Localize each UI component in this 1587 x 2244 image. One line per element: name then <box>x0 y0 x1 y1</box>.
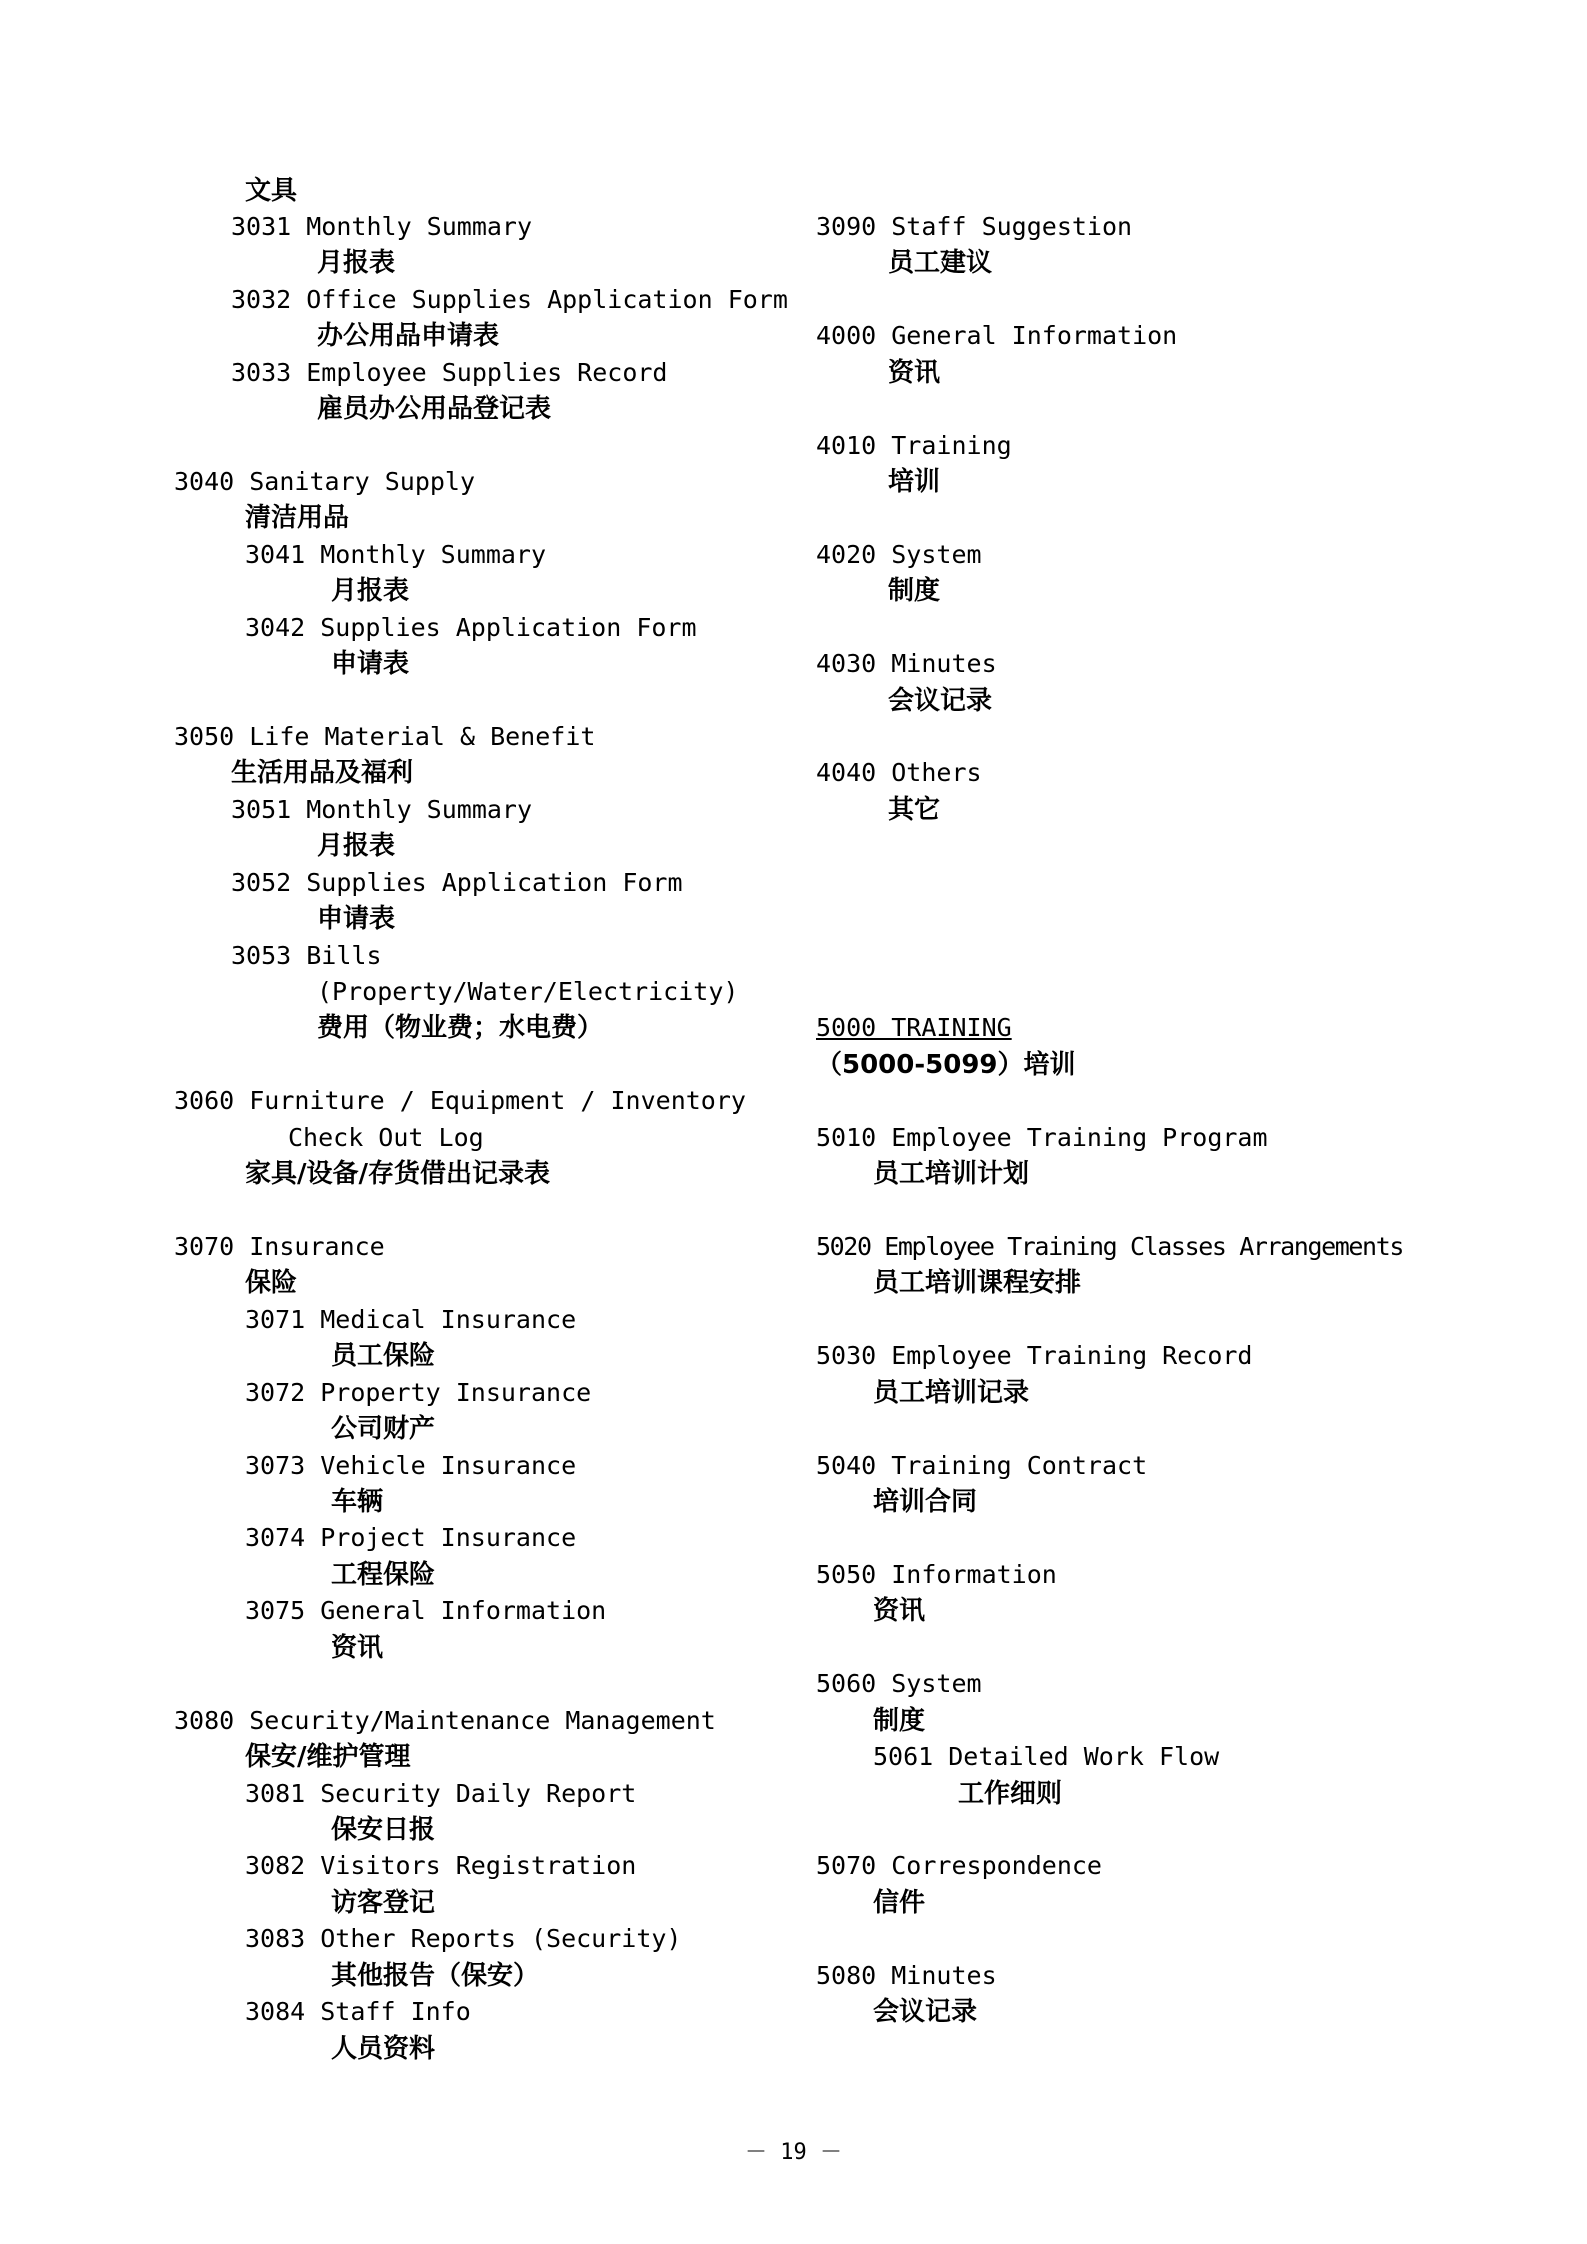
chapter-subtitle: （5000-5099）培训 <box>816 1050 1076 1080</box>
list-item: 3052 Supplies Application Form <box>231 868 683 897</box>
list-item: 3075 General Information <box>245 1596 607 1625</box>
list-item: 3072 Property Insurance <box>245 1378 592 1407</box>
list-item: 申请表 <box>331 649 410 679</box>
list-item: 制度 <box>873 1706 926 1736</box>
list-item: 会议记录 <box>888 686 993 716</box>
section-heading: 5020 Employee Training Classes Arrangements <box>816 1232 1404 1261</box>
list-item: 3032 Office Supplies Application Form <box>231 285 788 314</box>
list-item: 家具/设备/存货借出记录表 <box>245 1159 550 1189</box>
section-heading: 5040 Training Contract <box>816 1451 1148 1480</box>
section-heading: 5010 Employee Training Program <box>816 1123 1268 1152</box>
list-item: (Property/Water/Electricity) <box>317 977 739 1006</box>
list-item: 3042 Supplies Application Form <box>245 613 697 642</box>
list-item: 保险 <box>245 1268 298 1298</box>
section-heading: 5030 Employee Training Record <box>816 1341 1253 1370</box>
section-heading: 4010 Training <box>816 431 1012 460</box>
list-item: 3073 Vehicle Insurance <box>245 1451 577 1480</box>
section-heading: 4020 System <box>816 540 982 569</box>
list-item: 保安日报 <box>331 1815 436 1845</box>
list-item: 清洁用品 <box>245 503 350 533</box>
list-item: 生活用品及福利 <box>231 758 414 788</box>
list-item: 3071 Medical Insurance <box>245 1305 577 1334</box>
section-heading: 4000 General Information <box>816 321 1178 350</box>
list-item: 月报表 <box>317 248 396 278</box>
list-item: 工作细则 <box>958 1779 1063 1809</box>
section-heading: 5070 Correspondence <box>816 1851 1102 1880</box>
list-item: 3084 Staff Info <box>245 1997 471 2026</box>
list-item: 员工培训记录 <box>873 1378 1030 1408</box>
page-number: － 19 － <box>745 2140 842 2165</box>
list-item: 车辆 <box>331 1487 384 1517</box>
list-item: 3041 Monthly Summary <box>245 540 547 569</box>
list-item: 办公用品申请表 <box>317 321 500 351</box>
section-heading: 3040 Sanitary Supply <box>174 467 476 496</box>
list-item: 工程保险 <box>331 1560 436 1590</box>
list-item: 其它 <box>888 795 941 825</box>
list-item: 员工培训计划 <box>873 1159 1030 1189</box>
list-item: 资讯 <box>888 358 941 388</box>
list-item: 培训合同 <box>873 1487 978 1517</box>
list-item: 3051 Monthly Summary <box>231 795 533 824</box>
list-item: 人员资料 <box>331 2034 436 2064</box>
list-item: 申请表 <box>317 904 396 934</box>
list-item: 资讯 <box>873 1596 926 1626</box>
list-item: 月报表 <box>331 576 410 606</box>
list-item: 3083 Other Reports (Security) <box>245 1924 682 1953</box>
list-item: 3081 Security Daily Report <box>245 1779 637 1808</box>
list-item: 雇员办公用品登记表 <box>317 394 552 424</box>
list-item: 月报表 <box>317 831 396 861</box>
section-heading: 3090 Staff Suggestion <box>816 212 1133 241</box>
list-item: 员工培训课程安排 <box>873 1268 1082 1298</box>
section-heading: 3060 Furniture / Equipment / Inventory <box>174 1086 746 1115</box>
list-item: 3033 Employee Supplies Record <box>231 358 668 387</box>
list-item: 3082 Visitors Registration <box>245 1851 637 1880</box>
list-item: 3074 Project Insurance <box>245 1523 577 1552</box>
section-heading: 4040 Others <box>816 758 982 787</box>
list-item: 会议记录 <box>873 1997 978 2027</box>
list-item: 培训 <box>888 467 941 497</box>
section-heading: 5080 Minutes <box>816 1961 997 1990</box>
list-item: 3031 Monthly Summary <box>231 212 533 241</box>
section-heading: 3050 Life Material & Benefit <box>174 722 596 751</box>
chapter-heading: 5000 TRAINING <box>816 1013 1012 1042</box>
list-item: Check Out Log <box>288 1123 484 1152</box>
list-item: 访客登记 <box>331 1888 436 1918</box>
list-item: 文具 <box>245 176 298 206</box>
list-item: 费用（物业费；水电费） <box>317 1013 604 1043</box>
list-item: 制度 <box>888 576 941 606</box>
list-item: 3053 Bills <box>231 941 382 970</box>
list-item: 保安/维护管理 <box>245 1742 411 1772</box>
section-heading: 5060 System <box>816 1669 982 1698</box>
list-item: 资讯 <box>331 1633 384 1663</box>
list-item: 员工保险 <box>331 1341 436 1371</box>
list-item: 其他报告（保安） <box>331 1961 540 1991</box>
section-heading: 3080 Security/Maintenance Management <box>174 1706 716 1735</box>
list-item: 信件 <box>873 1888 926 1918</box>
list-item: 5061 Detailed Work Flow <box>873 1742 1220 1771</box>
section-heading: 4030 Minutes <box>816 649 997 678</box>
section-heading: 3070 Insurance <box>174 1232 385 1261</box>
section-heading: 5050 Information <box>816 1560 1057 1589</box>
list-item: 员工建议 <box>888 248 993 278</box>
list-item: 公司财产 <box>331 1414 436 1444</box>
